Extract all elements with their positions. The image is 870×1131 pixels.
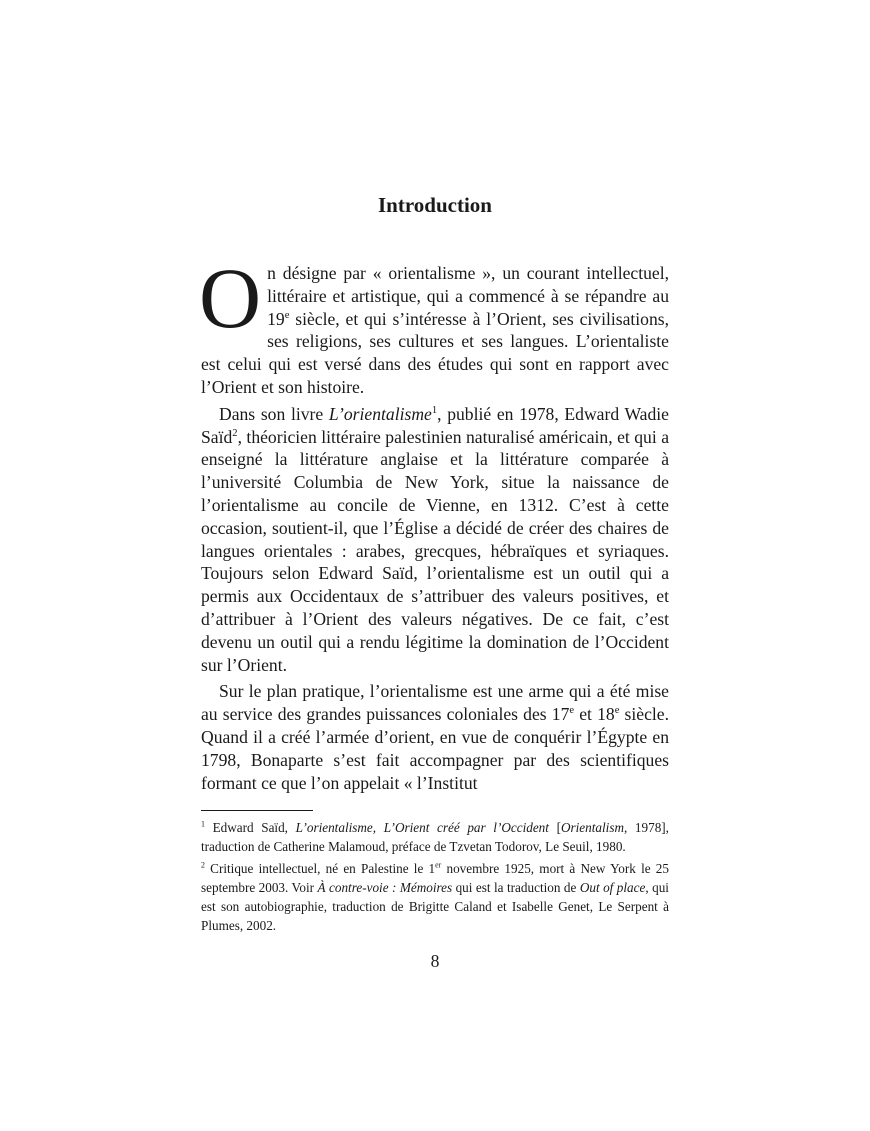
footnote-marker: 2 [201, 860, 205, 870]
footnote-ref-1[interactable]: 1 [431, 404, 438, 416]
paragraph-1-text: n désigne par « orientalisme », un courant intellectuel, littéraire et artistique, qui a commencé à se répandre au 19 [267, 263, 669, 329]
paragraph-3-text-3: siècle. Quand il a créé l’armée d’orient, en vue de conquérir l’Égypte en 1798, Bonaparte s’est fait accompagner par des scientifiques formant ce que l’on appelait « l’Institut [201, 704, 669, 793]
footnotes [201, 818, 669, 938]
footnote-1 [201, 818, 669, 856]
footnote-2-text-2: novembre 1925, mort à New York le 25 septembre 2003. Voir [201, 861, 669, 895]
book-title: L’orientalisme [328, 403, 432, 424]
footnote-1-title-en: Orientalism [560, 820, 624, 835]
footnote-2-text-3: qui est la traduction de [452, 880, 580, 895]
footnote-2-title-en: Out of place [579, 880, 646, 895]
paragraph-3 [201, 680, 669, 794]
footnote-ref-2[interactable]: 2 [232, 427, 238, 439]
footnote-2-title-fr: À contre-voie : Mémoires [317, 880, 453, 895]
paragraph-3-text-2: et 18 [574, 704, 615, 725]
footnote-1-text-3: , 1978], traduction de Catherine Malamoud, préface de Tzvetan Todorov, Le Seuil, 1980. [201, 820, 669, 854]
paragraph-2 [201, 403, 669, 677]
footnote-1-text-1: Edward Saïd, [204, 820, 296, 835]
paragraph-2-text-2: , publié en 1978, Edward Wadie Saïd [201, 403, 669, 447]
paragraph-2-text-3: , théoricien littéraire palestinien naturalisé américain, et qui a enseigné la littérature anglaise et la littérature comparée à l’université Columbia de New York, situe la naissance de l’orientalisme au concile de Vienne, en 1312. C’est à cette occasion, soutient-il, que l’Église a décidé de créer des chaires de langues orientales : arabes, grecques, hébraïques et syriaques. Toujours selon Edward Saïd, l’orientalisme est un outil qui a permis aux Occidentaux de s’attribuer des valeurs positives, et d’attribuer à l’Orient des valeurs négatives. De ce fait, c’est devenu un outil qui a rendu légitime la domination de l’Occident sur l’Orient. [201, 426, 669, 675]
footnote-1-text-2: [ [548, 820, 561, 835]
superscript: e [614, 705, 620, 717]
footnote-1-title-fr: L’orientalisme, L’Orient créé par l’Occident [295, 820, 549, 835]
footnote-2 [201, 859, 669, 935]
footnote-2-text-1: Critique intellectuel, né en Palestine le 1 [204, 861, 436, 876]
superscript: e [284, 309, 290, 321]
paragraph-1 [199, 250, 669, 399]
superscript: e [569, 705, 575, 717]
page-title: Introduction [378, 193, 492, 217]
paragraph-1-tail: siècle, et qui s’intéresse à l’Orient, ses civilisations, ses religions, ses cultures et ses langues. L’orientaliste est celui qui est versé dans des études qui sont en rapport avec l’Orient et son histoire. [201, 308, 669, 397]
superscript: er [435, 860, 442, 870]
footnote-divider [201, 810, 313, 811]
page-number: 8 [430, 951, 440, 971]
body-text [199, 250, 669, 794]
paragraph-3-text-1: Sur le plan pratique, l’orientalisme est une arme qui a été mise au service des grandes puissances coloniales des 17 [201, 681, 669, 725]
footnote-2-text-4: , qui est son autobiographie, traduction de Brigitte Caland et Isabelle Genet, Le Serpent à Plumes, 2002. [201, 880, 669, 933]
paragraph-2-text-1: Dans son livre [219, 403, 329, 424]
drop-cap: O [199, 250, 262, 346]
footnote-marker: 1 [201, 819, 205, 829]
